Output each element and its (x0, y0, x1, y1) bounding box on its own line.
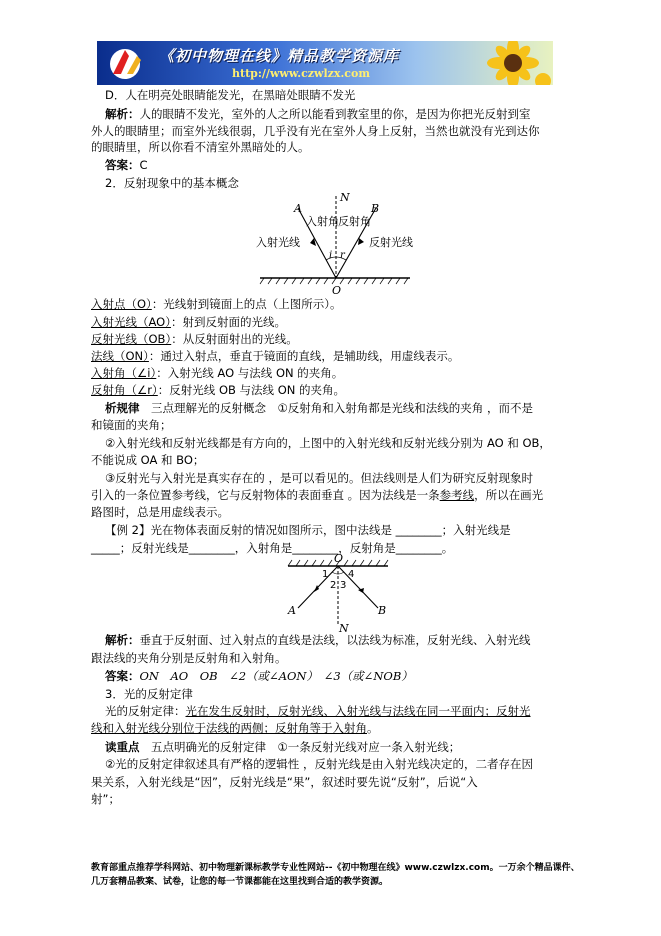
rule-line-1: 析规律 三点理解光的反射概念 ①反射角和入射角都是光线和法线的夹角 ，而不是 (105, 401, 533, 415)
label-n: N (340, 191, 350, 204)
option-d: D．人在明亮处眼睛能发光，在黑暗处眼睛不发光 (105, 88, 356, 102)
explanation-line-1: 解析：人的眼睛不发光，室外的人之所以能看到教室里的你，是因为你把光反射到室 (105, 107, 531, 121)
label-b: B (371, 202, 380, 215)
rule-line-2: 和镜面的夹角； (91, 418, 172, 432)
answer-line: 答案：C (105, 158, 148, 172)
rule-line-7: 路图时，总是用虚线表示。 (91, 505, 229, 519)
rule-line-5: ③反射光与入射光是真实存在的 ，是可以看见的。但法线则是人们为研究反射现象时 (105, 471, 533, 485)
label-angle-incidence: 入射角 (306, 215, 339, 228)
label-n-2: N (339, 622, 349, 634)
section-3-heading: 3．光的反射定律 (105, 687, 193, 701)
label-angle-3: 3 (340, 580, 347, 591)
example-diagram (280, 552, 390, 634)
def-angle-reflection: 反射角（∠r）：反射光线 OB 与法线 ON 的夹角。 (91, 383, 346, 397)
label-a-2: A (288, 604, 296, 617)
label-angle-2: 2 (330, 580, 337, 591)
def-reflected-ray: 反射光线（OB）：从反射面射出的光线。 (91, 332, 298, 346)
label-r: r (340, 250, 345, 261)
rule-line-6: 引入的一条位置参考线，它与反射物体的表面垂直 。因为法线是一条参考线，所以在画光 (91, 488, 544, 502)
label-angle-reflection: 反射角 (338, 215, 371, 228)
section-2-heading: 2．反射现象中的基本概念 (105, 176, 239, 190)
def-incident-ray: 入射光线（AO）：射到反射面的光线。 (91, 315, 286, 329)
law-line-1: 光的反射定律：光在发生反射时，反射光线、入射光线与法线在同一平面内；反射光 (105, 704, 531, 718)
law-line-2: 线和入射光线分别位于法线的两侧；反射角等于入射角。 (91, 721, 379, 735)
label-angle-1: 1 (322, 569, 329, 580)
label-i: i (329, 250, 333, 261)
footer-line-1: 教育部重点推荐学科网站、初中物理新课标教学专业性网站--《初中物理在线》www.czwlzx.com。一万余个精品课件、 (91, 863, 580, 873)
explanation-label: 解析： (105, 107, 140, 121)
site-logo-icon (103, 44, 153, 82)
label-o: O (332, 284, 342, 297)
analysis-line-2: 跟法线的夹角分别是反射角和入射角。 (91, 651, 287, 665)
rule-line-3: ②入射光线和反射光线都是有方向的，上图中的入射光线和反射光线分别为 AO 和 OB， (105, 436, 551, 450)
def-angle-incidence: 入射角（∠i）：入射光线 AO 与法线 ON 的夹角。 (91, 366, 344, 380)
law-line-6: 射”； (91, 792, 120, 806)
law-line-4: ②光的反射定律叙述具有严格的逻辑性 ，反射光线是由入射光线决定的，二者存在因 (105, 757, 533, 771)
header-banner (97, 41, 553, 85)
law-line-5: 果关系，入射光线是“因”，反射光线是“果”，叙述时要先说“反射”，后说“入 (91, 775, 478, 789)
law-line-3: 读重点 五点明确光的反射定律 ①一条反射光线对应一条入射光线； (105, 740, 461, 754)
label-incident-ray: 入射光线 (256, 236, 300, 249)
sunflower-icon (443, 41, 553, 85)
label-a: A (294, 202, 302, 215)
example-line-1: 【例 2】光在物体表面反射的情况如图所示，图中法线是 ________；入射光线是 (105, 523, 511, 537)
label-o-2: O (334, 552, 344, 565)
banner-title: 《初中物理在线》精品教学资源库 (159, 47, 400, 65)
label-angle-4: 4 (348, 569, 355, 580)
explanation-line-2: 外人的眼睛里；而室外光线很弱，几乎没有光在室外人身上反射，当然也就没有光到达你 (91, 124, 540, 138)
banner-url[interactable]: http://www.czwlzx.com (232, 67, 370, 80)
reflection-diagram (230, 190, 440, 298)
reflected-arrow-2 (358, 588, 364, 593)
def-normal: 法线（ON）：通过入射点，垂直于镜面的直线，是辅助线，用虚线表示。 (91, 349, 460, 363)
example-line-2: _____；反射光线是________，入射角是________，反射角是________。 (91, 541, 454, 555)
explanation-line-3: 的眼睛里，所以你看不清室外黑暗处的人。 (91, 140, 310, 154)
analysis-answer: 答案：ON AO OB ∠2（或∠AON） ∠3（或∠NOB） (105, 669, 413, 683)
label-b-2: B (378, 604, 387, 617)
rule-line-4: 不能说成 OA 和 BO； (91, 453, 205, 467)
def-incident-point: 入射点（O）：光线射到镜面上的点（上图所示）。 (91, 297, 342, 311)
footer-line-2: 几万套精品教案、试卷，让您的每一节课都能在这里找到合适的教学资源。 (91, 877, 389, 887)
analysis-line-1: 解析：垂直于反射面、过入射点的直线是法线，以法线为标准，反射光线、入射光线 (105, 633, 531, 647)
reflected-arrow (358, 238, 364, 245)
label-reflected-ray: 反射光线 (369, 236, 413, 249)
